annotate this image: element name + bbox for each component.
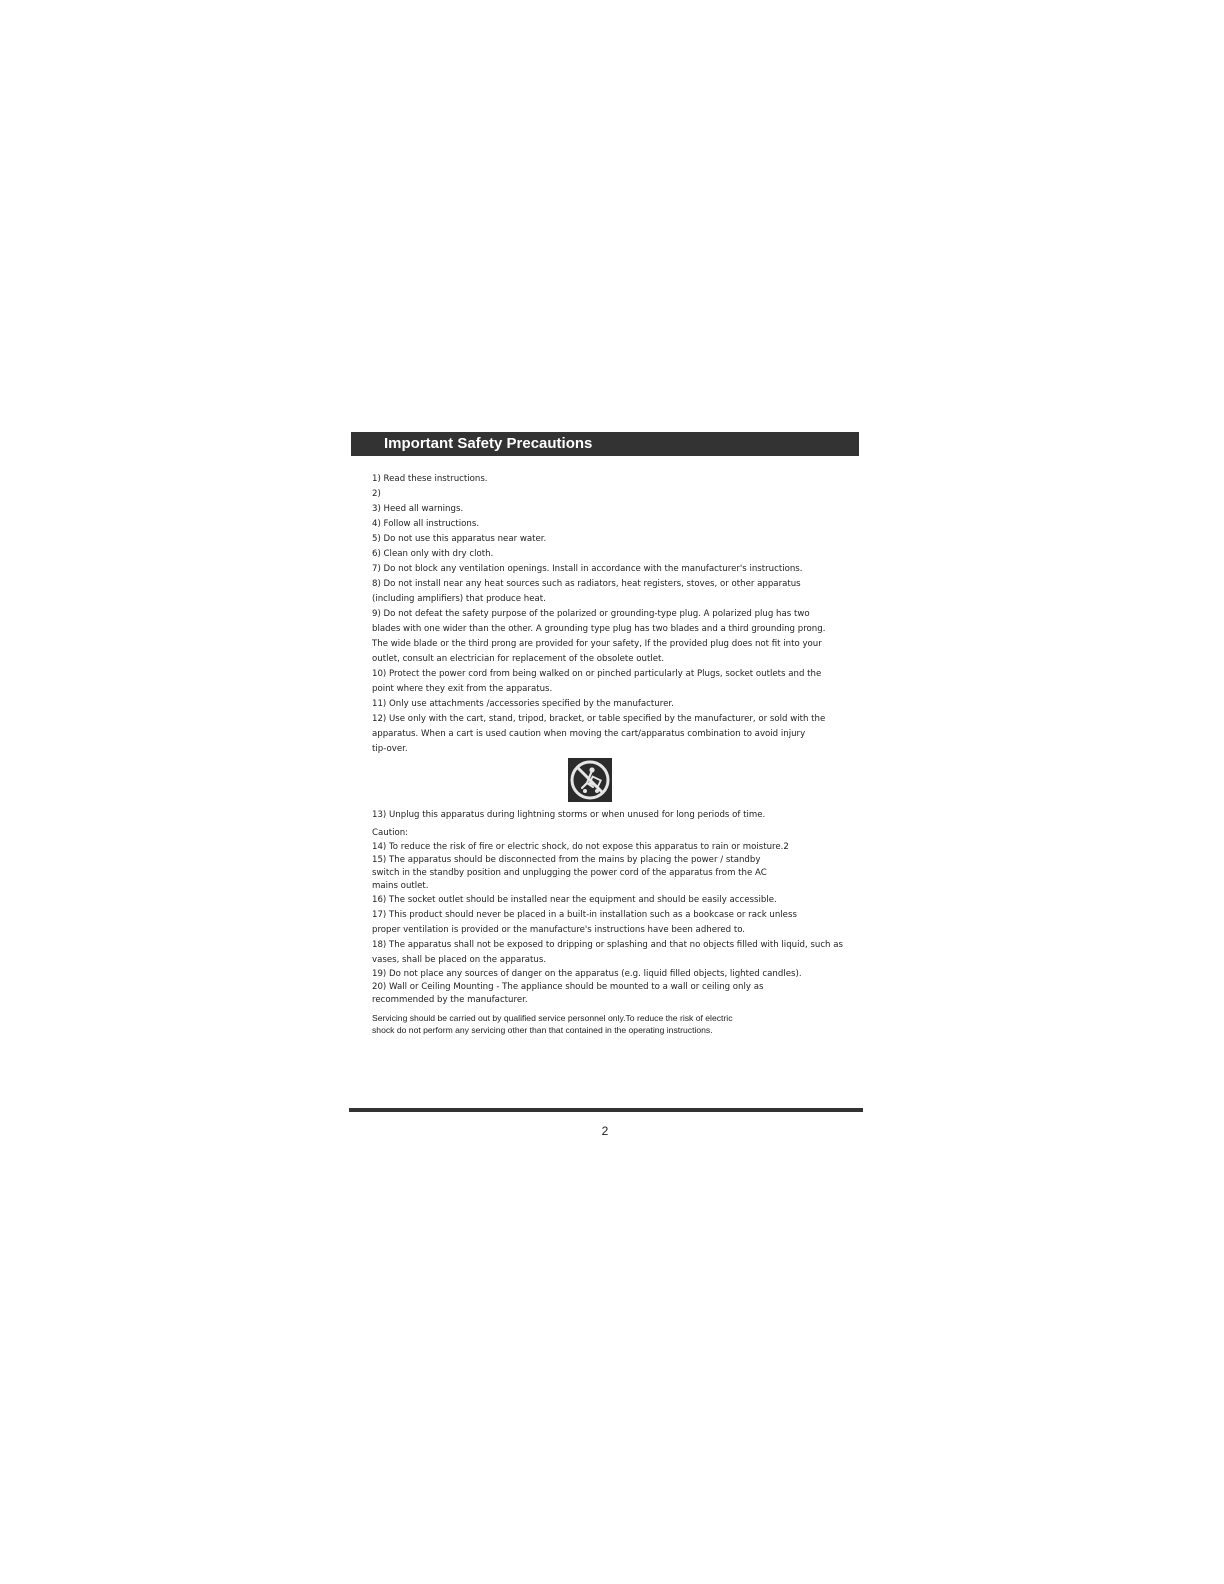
caution-line: mains outlet.: [372, 881, 429, 891]
service-notice-line: shock do not perform any servicing other than that contained in the operating instructions.: [372, 1024, 713, 1035]
caution-line: 18) The apparatus shall not be exposed to dripping or splashing and that no objects filled with liquid, such as: [372, 940, 843, 950]
cart-icon-row: [372, 757, 842, 808]
instruction-line: 3) Heed all warnings.: [372, 504, 464, 514]
caution-line: proper ventilation is provided or the manufacture's instructions have been adhered to.: [372, 925, 746, 935]
caution-line: 20) Wall or Ceiling Mounting - The appliance should be mounted to a wall or ceiling only as: [372, 982, 764, 992]
instruction-line: 6) Clean only with dry cloth.: [372, 549, 494, 559]
instruction-line: 12) Use only with the cart, stand, tripod, bracket, or table specified by the manufacturer, or sold with the: [372, 714, 826, 724]
instruction-line: 4) Follow all instructions.: [372, 519, 480, 529]
instruction-line: 8) Do not install near any heat sources such as radiators, heat registers, stoves, or other apparatus: [372, 579, 801, 589]
cart-tip-over-warning-icon: [568, 758, 612, 802]
page-title: Important Safety Precautions: [384, 435, 593, 452]
caution-line: switch in the standby position and unplugging the power cord of the apparatus from the AC: [372, 868, 767, 878]
safety-instructions: [372, 472, 842, 1036]
page-number: 2: [601, 1124, 609, 1138]
caution-line: recommended by the manufacturer.: [372, 995, 528, 1005]
instruction-line: 2): [372, 489, 381, 499]
instruction-line: 5) Do not use this apparatus near water.: [372, 534, 547, 544]
service-notice-line: Servicing should be carried out by qualified service personnel only.To reduce the risk of electric: [372, 1013, 733, 1023]
caution-line: 15) The apparatus should be disconnected from the mains by placing the power / standby: [372, 855, 761, 865]
caution-line: 19) Do not place any sources of danger on the apparatus (e.g. liquid filled objects, lighted candles).: [372, 969, 802, 979]
caution-label: Caution:: [372, 828, 409, 838]
instruction-line: 13) Unplug this apparatus during lightning storms or when unused for long periods of time.: [372, 810, 766, 820]
instruction-line: 11) Only use attachments /accessories specified by the manufacturer.: [372, 699, 674, 709]
instruction-line: apparatus. When a cart is used caution when moving the cart/apparatus combination to avoid injury: [372, 729, 806, 739]
instruction-line: 9) Do not defeat the safety purpose of the polarized or grounding-type plug. A polarized plug has two: [372, 609, 810, 619]
cart-warning-graphic: [568, 758, 612, 802]
section-header-bar: [351, 432, 859, 456]
caution-line: 16) The socket outlet should be installed near the equipment and should be easily accessible.: [372, 895, 777, 905]
footer-divider: [349, 1108, 863, 1112]
caution-line: vases, shall be placed on the apparatus.: [372, 955, 547, 965]
instruction-line: blades with one wider than the other. A grounding type plug has two blades and a third grounding prong.: [372, 624, 826, 634]
instruction-line: point where they exit from the apparatus.: [372, 684, 553, 694]
instruction-line: (including amplifiers) that produce heat.: [372, 594, 546, 604]
caution-line: 17) This product should never be placed in a built-in installation such as a bookcase or rack unless: [372, 910, 797, 920]
instruction-line: 1) Read these instructions.: [372, 474, 488, 484]
instruction-line: tip-over.: [372, 744, 408, 754]
instruction-line: 7) Do not block any ventilation openings. Install in accordance with the manufacturer's instructions.: [372, 564, 803, 574]
caution-line: 14) To reduce the risk of fire or electric shock, do not expose this apparatus to rain or moisture.2: [372, 842, 789, 852]
instruction-line: 10) Protect the power cord from being walked on or pinched particularly at Plugs, socket outlets and the: [372, 669, 822, 679]
instruction-line: outlet, consult an electrician for replacement of the obsolete outlet.: [372, 654, 665, 664]
instruction-line: The wide blade or the third prong are provided for your safety, If the provided plug does not fit into your: [372, 639, 822, 649]
